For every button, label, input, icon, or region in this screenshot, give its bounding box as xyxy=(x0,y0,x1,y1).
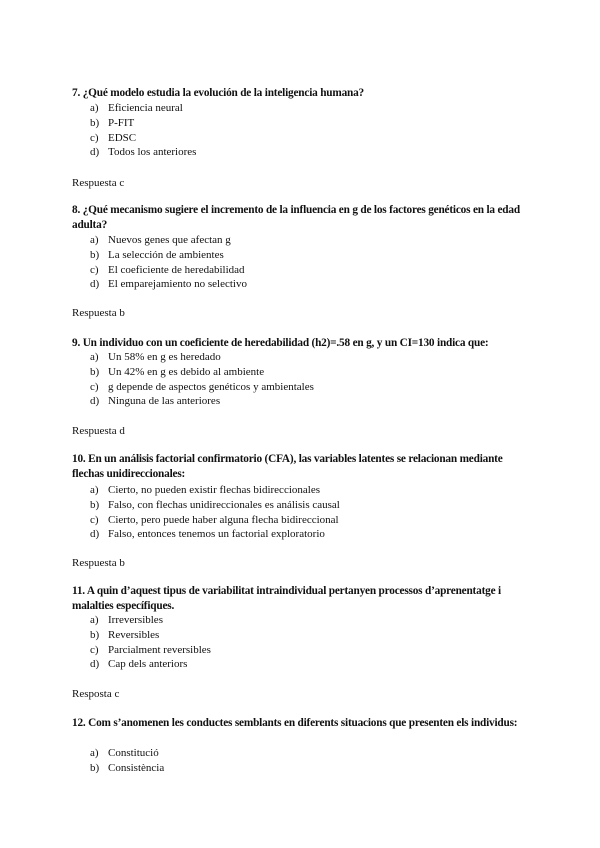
option-7a: a) Eficiencia neural xyxy=(90,102,183,114)
option-10c: c) Cierto, pero puede haber alguna flecha bidireccional xyxy=(90,513,339,526)
options-7 xyxy=(90,101,196,160)
question-7: 7. ¿Qué modelo estudia la evolución de la inteligencia humana? xyxy=(72,87,365,99)
option-7c: c) EDSC xyxy=(90,131,137,144)
answer-7: Respuesta c xyxy=(72,177,125,189)
option-9b: b) Un 42% en g es debido al ambiente xyxy=(90,365,265,378)
answer-11: Resposta c xyxy=(72,688,120,700)
option-11c: c) Parcialment reversibles xyxy=(90,643,211,656)
option-12b: b) Consistència xyxy=(90,761,165,774)
question-11: 11. A quin d’aquest tipus de variabilitat intraindividual pertanyen processos d’aprenentatge i malalties específiques. xyxy=(72,585,501,612)
option-10d: d) Falso, entonces tenemos un factorial exploratorio xyxy=(90,528,325,541)
option-11b: b) Reversibles xyxy=(90,628,160,641)
answer-8: Respuesta b xyxy=(72,307,125,319)
options-12 xyxy=(90,746,164,776)
question-9: 9. Un individuo con un coeficiente de heredabilidad (h2)=.58 en g, y un CI=130 indica que: xyxy=(72,337,489,349)
option-8c: c) El coeficiente de heredabilidad xyxy=(90,263,245,276)
answer-9: Respuesta d xyxy=(72,425,125,437)
option-11a: a) Irreversibles xyxy=(90,614,163,626)
option-9c: c) g depende de aspectos genéticos y ambientales xyxy=(90,380,314,393)
answer-10: Respuesta b xyxy=(72,557,125,569)
options-9 xyxy=(90,350,314,409)
option-9a: a) Un 58% en g es heredado xyxy=(90,351,221,363)
question-8: 8. ¿Qué mecanismo sugiere el incremento de la influencia en g de los factores genéticos en la edad adulta? xyxy=(72,204,520,231)
question-12: 12. Com s’anomenen les conductes semblants en diferents situacions que presenten els individus: xyxy=(72,717,518,729)
option-10b: b) Falso, con flechas unidireccionales es análisis causal xyxy=(90,498,340,511)
option-11d: d) Cap dels anteriors xyxy=(90,658,188,671)
option-8d: d) El emparejamiento no selectivo xyxy=(90,278,247,291)
option-10a: a) Cierto, no pueden existir flechas bidireccionales xyxy=(90,484,320,496)
options-8 xyxy=(90,233,247,292)
option-8a: a) Nuevos genes que afectan g xyxy=(90,234,231,246)
options-11 xyxy=(90,613,211,672)
option-9d: d) Ninguna de las anteriores xyxy=(90,395,221,408)
question-10: 10. En un análisis factorial confirmatorio (CFA), las variables latentes se relacionan mediante flechas unidireccionales: xyxy=(72,453,503,480)
option-7d: d) Todos los anteriores xyxy=(90,146,197,159)
option-12a: a) Constitució xyxy=(90,747,159,759)
options-10 xyxy=(90,483,340,542)
option-7b: b) P-FIT xyxy=(90,116,135,129)
option-8b: b) La selección de ambientes xyxy=(90,248,224,261)
